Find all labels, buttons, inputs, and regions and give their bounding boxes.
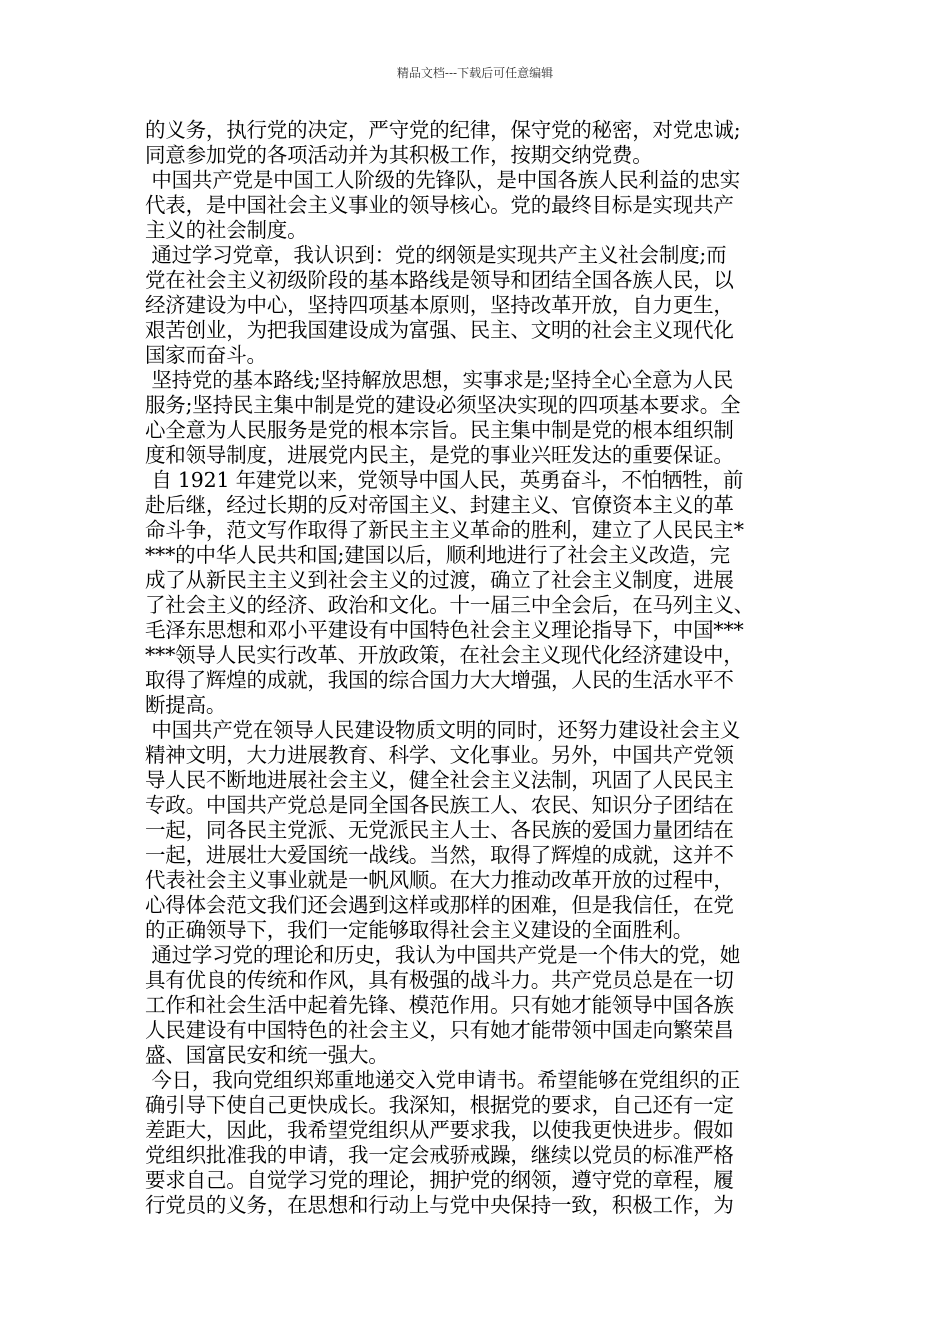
text-line: 人民建设有中国特色的社会主义，只有她才能带领中国走向繁荣昌 bbox=[145, 1018, 734, 1042]
text-line: 的义务，执行党的决定，严守党的纪律，保守党的秘密，对党忠诚; bbox=[145, 118, 741, 142]
text-line: 代表，是中国社会主义事业的领导核心。党的最终目标是实现共产 bbox=[145, 193, 734, 217]
paragraph bbox=[145, 943, 810, 1068]
text-line: 服务;坚持民主集中制是党的建设必须坚决实现的四项基本要求。全 bbox=[145, 393, 741, 417]
paragraph bbox=[145, 118, 810, 168]
text-line: 同意参加党的各项活动并为其积极工作，按期交纳党费。 bbox=[145, 143, 653, 167]
paragraph bbox=[145, 1068, 810, 1218]
text-line: 党组织批准我的申请，我一定会戒骄戒躁，继续以党员的标准严格 bbox=[145, 1143, 734, 1167]
text-line: 国家而奋斗。 bbox=[145, 343, 267, 367]
text-line: 行党员的义务，在思想和行动上与党中央保持一致，积极工作，为 bbox=[145, 1193, 734, 1217]
text-line: ***的中华人民共和国;建国以后，顺利地进行了社会主义改造，完 bbox=[145, 543, 730, 567]
paragraph bbox=[145, 468, 810, 718]
text-line: 毛泽东思想和邓小平建设有中国特色社会主义理论指导下，中国*** bbox=[145, 618, 744, 642]
text-line: 取得了辉煌的成就，我国的综合国力大大增强，人民的生活水平不 bbox=[145, 668, 734, 692]
text-line: 断提高。 bbox=[145, 693, 227, 717]
text-line: 一起，进展壮大爱国统一战线。当然，取得了辉煌的成就，这并不 bbox=[145, 843, 734, 867]
text-line: 了社会主义的经济、政治和文化。十一届三中全会后，在马列主义、 bbox=[145, 593, 754, 617]
text-line: 坚持党的基本路线;坚持解放思想，实事求是;坚持全心全意为人民 bbox=[145, 368, 734, 392]
text-line: 一起，同各民主党派、无党派民主人士、各民族的爱国力量团结在 bbox=[145, 818, 734, 842]
text-line: 代表社会主义事业就是一帆风顺。在大力推动改革开放的过程中， bbox=[145, 868, 734, 892]
text-line: 心得体会范文我们还会遇到这样或那样的困难，但是我信任，在党 bbox=[145, 893, 734, 917]
text-line: 精神文明，大力进展教育、科学、文化事业。另外，中国共产党领 bbox=[145, 743, 734, 767]
text-line: 中国共产党在领导人民建设物质文明的同时，还努力建设社会主义 bbox=[145, 718, 741, 742]
text-line: 专政。中国共产党总是同全国各民族工人、农民、知识分子团结在 bbox=[145, 793, 734, 817]
text-line: 主义的社会制度。 bbox=[145, 218, 308, 242]
paragraph bbox=[145, 243, 810, 368]
text-line: 党在社会主义初级阶段的基本路线是领导和团结全国各族人民，以 bbox=[145, 268, 734, 292]
text-line: 度和领导制度，进展党内民主，是党的事业兴旺发达的重要保证。 bbox=[145, 443, 734, 467]
text-line: ***领导人民实行改革、开放政策，在社会主义现代化经济建设中， bbox=[145, 643, 744, 667]
page-header: 精品文档---下载后可任意编辑 bbox=[396, 66, 554, 80]
text-line: 艰苦创业，为把我国建设成为富强、民主、文明的社会主义现代化 bbox=[145, 318, 734, 342]
text-line: 盛、国富民安和统一强大。 bbox=[145, 1043, 389, 1067]
text-line: 要求自己。自觉学习党的理论，拥护党的纲领，遵守党的章程，履 bbox=[145, 1168, 734, 1192]
text-line: 的正确领导下，我们一定能够取得社会主义建设的全面胜利。 bbox=[145, 918, 694, 942]
text-line: 差距大，因此，我希望党组织从严要求我，以使我更快进步。假如 bbox=[145, 1118, 734, 1142]
paragraph bbox=[145, 168, 810, 243]
text-line: 经济建设为中心，坚持四项基本原则，坚持改革开放，自力更生， bbox=[145, 293, 734, 317]
text-line: 心全意为人民服务是党的根本宗旨。民主集中制是党的根本组织制 bbox=[145, 418, 734, 442]
text-line: 导人民不断地进展社会主义，健全社会主义法制，巩固了人民民主 bbox=[145, 768, 734, 792]
text-line: 通过学习党的理论和历史，我认为中国共产党是一个伟大的党，她 bbox=[145, 943, 741, 967]
text-line: 工作和社会生活中起着先锋、模范作用。只有她才能领导中国各族 bbox=[145, 993, 734, 1017]
text-line: 今日，我向党组织郑重地递交入党申请书。希望能够在党组织的正 bbox=[145, 1068, 741, 1092]
paragraph bbox=[145, 368, 810, 468]
text-line: 命斗争，范文写作取得了新民主主义革命的胜利，建立了人民民主* bbox=[145, 518, 744, 542]
text-line: 确引导下使自己更快成长。我深知，根据党的要求，自己还有一定 bbox=[145, 1093, 734, 1117]
text-line: 赴后继，经过长期的反对帝国主义、封建主义、官僚资本主义的革 bbox=[145, 493, 734, 517]
text-line: 中国共产党是中国工人阶级的先锋队，是中国各族人民利益的忠实 bbox=[145, 168, 741, 192]
text-line: 通过学习党章，我认识到：党的纲领是实现共产主义社会制度;而 bbox=[145, 243, 727, 267]
paragraph bbox=[145, 718, 810, 943]
text-line: 自 1921 年建党以来，党领导中国人民，英勇奋斗，不怕牺牲，前 bbox=[145, 468, 744, 492]
text-line: 具有优良的传统和作风，具有极强的战斗力。共产党员总是在一切 bbox=[145, 968, 734, 992]
document-body bbox=[145, 118, 810, 1218]
text-line: 成了从新民主主义到社会主义的过渡，确立了社会主义制度，进展 bbox=[145, 568, 734, 592]
